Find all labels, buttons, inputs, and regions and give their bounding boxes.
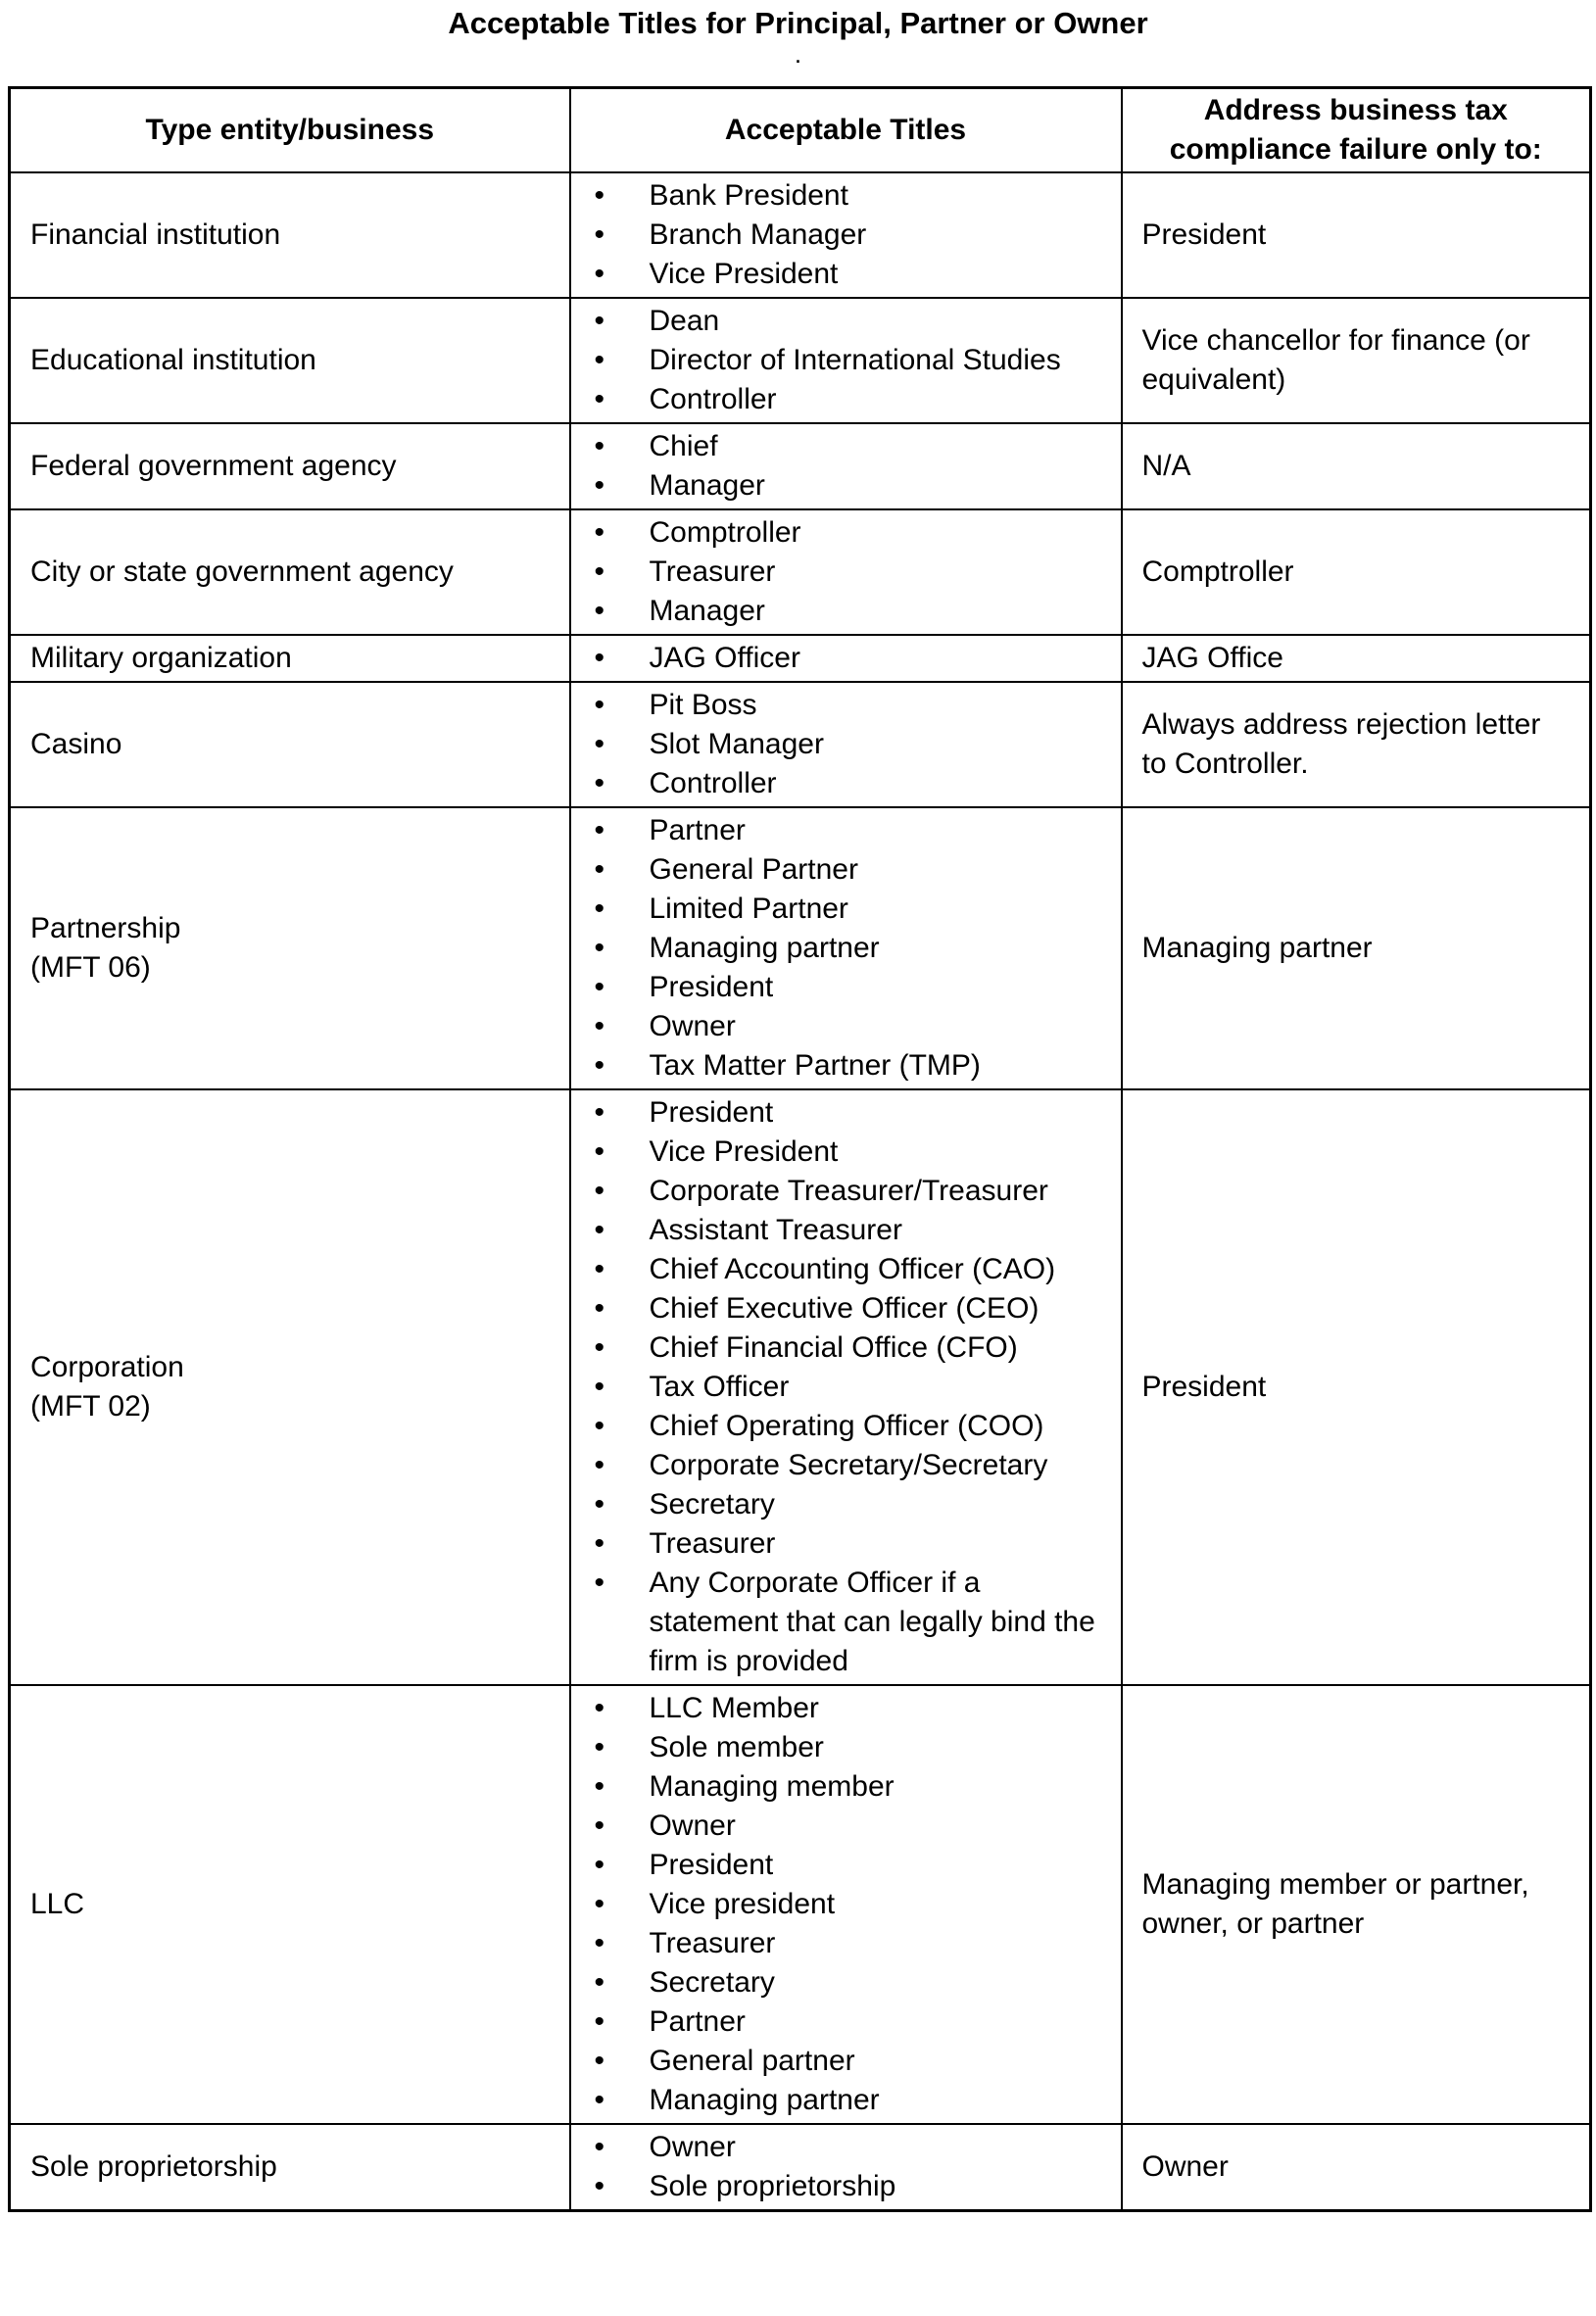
titles-list — [571, 427, 1121, 506]
title-item: • Manager — [571, 592, 1121, 631]
entity-cell — [10, 807, 570, 1089]
title-item: • Corporate Treasurer/Treasurer — [571, 1172, 1121, 1211]
entity-cell — [10, 509, 570, 635]
titles-cell — [570, 1685, 1122, 2124]
title-item: • Branch Manager — [571, 216, 1121, 255]
titles-list — [571, 513, 1121, 631]
title-item: • Director of International Studies — [571, 341, 1121, 380]
table-row — [10, 298, 1591, 423]
title-item: • Tax Matter Partner (TMP) — [571, 1046, 1121, 1086]
title-item: • Vice president — [571, 1885, 1121, 1924]
titles-cell — [570, 635, 1122, 682]
entity-cell — [10, 2124, 570, 2211]
titles-cell — [570, 1089, 1122, 1685]
header-acceptable-titles: Acceptable Titles — [570, 88, 1122, 173]
address-cell: President — [1122, 172, 1591, 298]
title-item: • Chief Accounting Officer (CAO) — [571, 1250, 1121, 1289]
address-cell: Vice chancellor for finance (or equivalent) — [1122, 298, 1591, 423]
table-row — [10, 682, 1591, 807]
title-item: • Vice President — [571, 1133, 1121, 1172]
address-cell: Always address rejection letter to Controller. — [1122, 682, 1591, 807]
title-item: • Bank President — [571, 176, 1121, 216]
entity-cell — [10, 172, 570, 298]
title-item: • President — [571, 1093, 1121, 1133]
titles-cell — [570, 423, 1122, 509]
acceptable-titles-table — [8, 86, 1592, 2212]
entity-name: Federal government agency — [30, 450, 397, 482]
title-item: • Corporate Secretary/Secretary — [571, 1446, 1121, 1485]
address-cell: N/A — [1122, 423, 1591, 509]
title-item: • Tax Officer — [571, 1368, 1121, 1407]
title-item: • General partner — [571, 2042, 1121, 2081]
title-item: • Treasurer — [571, 1524, 1121, 1564]
table-row — [10, 172, 1591, 298]
table-row — [10, 807, 1591, 1089]
address-cell: President — [1122, 1089, 1591, 1685]
table-row — [10, 2124, 1591, 2211]
address-cell: Managing partner — [1122, 807, 1591, 1089]
title-item: • Dean — [571, 302, 1121, 341]
title-item: • Assistant Treasurer — [571, 1211, 1121, 1250]
title-item: • JAG Officer — [571, 639, 1121, 678]
title-item: • Chief Executive Officer (CEO) — [571, 1289, 1121, 1328]
table-row — [10, 423, 1591, 509]
table-row — [10, 509, 1591, 635]
titles-cell — [570, 2124, 1122, 2211]
titles-cell — [570, 298, 1122, 423]
title-item: • Treasurer — [571, 1924, 1121, 1963]
titles-cell — [570, 509, 1122, 635]
entity-cell — [10, 1089, 570, 1685]
title-item: • Owner — [571, 2128, 1121, 2167]
entity-name: Corporation — [30, 1351, 184, 1383]
title-item: • Slot Manager — [571, 725, 1121, 764]
table-header-row — [10, 88, 1591, 173]
entity-code: (MFT 06) — [30, 951, 151, 984]
title-item: • Chief Operating Officer (COO) — [571, 1407, 1121, 1446]
title-item: • Sole proprietorship — [571, 2167, 1121, 2206]
title-item: • Treasurer — [571, 553, 1121, 592]
table-row — [10, 1089, 1591, 1685]
title-item: • Any Corporate Officer if a statement that can legally bind the firm is provided — [571, 1564, 1121, 1681]
entity-name: Military organization — [30, 642, 292, 674]
title-item: • Managing partner — [571, 2081, 1121, 2120]
titles-cell — [570, 682, 1122, 807]
entity-cell — [10, 1685, 570, 2124]
entity-code: (MFT 02) — [30, 1390, 151, 1423]
title-period: . — [794, 39, 802, 69]
title-item: • Owner — [571, 1807, 1121, 1846]
title-item: • Pit Boss — [571, 686, 1121, 725]
entity-name: Educational institution — [30, 344, 316, 376]
title-item: • Chief Financial Office (CFO) — [571, 1328, 1121, 1368]
table-row — [10, 635, 1591, 682]
entity-name: Financial institution — [30, 218, 281, 251]
title-item: • Partner — [571, 811, 1121, 850]
entity-name: LLC — [30, 1888, 85, 1920]
title-item: • Secretary — [571, 1485, 1121, 1524]
title-item: • Manager — [571, 466, 1121, 506]
title-item: • Managing member — [571, 1767, 1121, 1807]
entity-name: Casino — [30, 728, 122, 760]
entity-name: Partnership — [30, 912, 181, 944]
title-item: • Sole member — [571, 1728, 1121, 1767]
title-item: • President — [571, 968, 1121, 1007]
title-item: • Chief — [571, 427, 1121, 466]
entity-cell — [10, 423, 570, 509]
titles-cell — [570, 172, 1122, 298]
title-item: • Managing partner — [571, 929, 1121, 968]
title-item: • Secretary — [571, 1963, 1121, 2002]
titles-list — [571, 1689, 1121, 2120]
entity-cell — [10, 682, 570, 807]
title-item: • LLC Member — [571, 1689, 1121, 1728]
title-item: • Comptroller — [571, 513, 1121, 553]
titles-list — [571, 302, 1121, 419]
entity-name: Sole proprietorship — [30, 2150, 277, 2183]
title-item: • Limited Partner — [571, 890, 1121, 929]
address-cell: Comptroller — [1122, 509, 1591, 635]
titles-cell — [570, 807, 1122, 1089]
title-item: • Partner — [571, 2002, 1121, 2042]
title-item: • Owner — [571, 1007, 1121, 1046]
address-cell: Owner — [1122, 2124, 1591, 2211]
title-item: • Vice President — [571, 255, 1121, 294]
entity-cell — [10, 298, 570, 423]
table-row — [10, 1685, 1591, 2124]
title-item: • General Partner — [571, 850, 1121, 890]
address-cell: JAG Office — [1122, 635, 1591, 682]
titles-list — [571, 176, 1121, 294]
header-type-entity: Type entity/business — [10, 88, 570, 173]
titles-list — [571, 686, 1121, 803]
titles-list — [571, 1093, 1121, 1681]
address-cell: Managing member or partner, owner, or partner — [1122, 1685, 1591, 2124]
entity-cell — [10, 635, 570, 682]
entity-name: City or state government agency — [30, 555, 454, 588]
title-item: • Controller — [571, 380, 1121, 419]
titles-list — [571, 2128, 1121, 2206]
titles-list — [571, 811, 1121, 1086]
titles-list — [571, 639, 1121, 678]
header-address-compliance: Address business tax compliance failure only to: — [1122, 88, 1591, 173]
page-title: Acceptable Titles for Principal, Partner or Owner — [448, 6, 1148, 40]
title-item: • President — [571, 1846, 1121, 1885]
title-item: • Controller — [571, 764, 1121, 803]
